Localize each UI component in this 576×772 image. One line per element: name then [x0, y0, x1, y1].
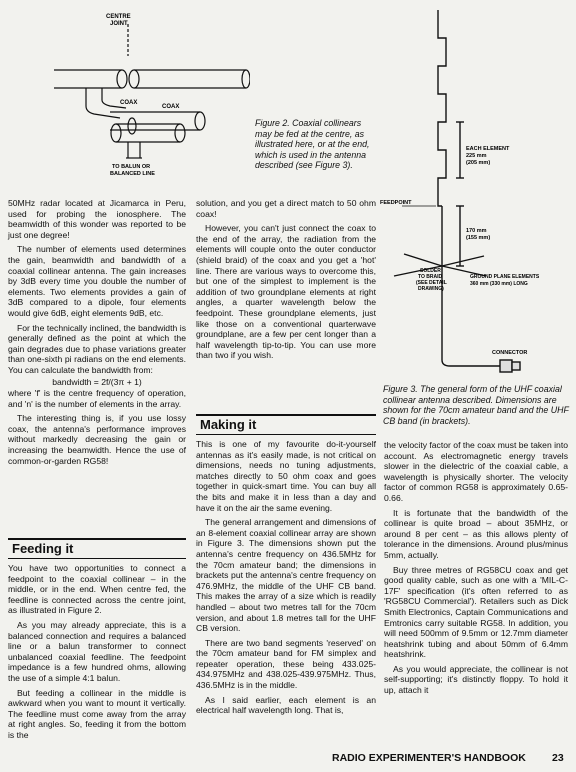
- making-para-1: This is one of my favourite do-it-yourself antennas as it's easily made, is not critical on dimensions, needs no tuning adjustments, matches directly to 50 ohm coax and goes together in quick-smart time. You can buy all the bits and make it in less than a day and have it on the air the same evening.: [196, 439, 376, 513]
- figure3-diagram: [380, 4, 574, 380]
- footer-title: RADIO EXPERIMENTER'S HANDBOOK: [332, 752, 526, 764]
- column-3: [384, 440, 568, 700]
- col3-para-2: It is fortunate that the bandwidth of the collinear is quite broad – about 35MHz, or around 8 per cent – as this allows plenty of tolerance in the dimensions. Around plus/minus 5mm, actually.: [384, 507, 568, 560]
- col1-para-4: The interesting thing is, if you use lossy coax, the antenna's performance improves without markedly decreasing the gain or increasing the beamwidth. Hence the use of common-or-garden RG58!: [8, 413, 186, 466]
- fig2-label-coax-left: COAX: [120, 100, 138, 106]
- fig2-label-balun: TO BALUN OR: [112, 164, 151, 170]
- fig3-label-360: 360 mm (330 mm) LONG: [470, 281, 528, 287]
- col1-para-1: 50MHz radar located at Jicamarca in Peru, used for probing the ionosphere. The beamwidth of this wonder was reported to be just one degree!: [8, 198, 186, 240]
- fig3-label-feedpoint: FEEDPOINT: [380, 200, 412, 206]
- heading-feeding-it: Feeding it: [8, 538, 186, 559]
- col1-formula-explanation: where 'f' is the centre frequency of operation, and 'n' is the number of elements in the array.: [8, 388, 186, 409]
- feeding-para-1: You have two opportunities to connect a feedpoint to the coaxial collinear – in the middle, or in the end. When centre fed, the feedline is connected across the centre joint, as illustrated in Figure 2.: [8, 563, 186, 616]
- col2-para-1: solution, and you get a direct match to 50 ohm coax!: [196, 198, 376, 219]
- making-para-2: The general arrangement and dimensions of an 8-element coaxial collinear array are shown in Figure 3. The dimensions shown put the antenna's centre frequency on 436.5MHz for the 70cm amateur band; the dimensions in brackets put the antenna's centre frequency on 476.9MHz, the middle of the UHF CB band. This makes the array of a size which is readily handled – about two metres tall for the 70cm version, and about 1.8 metres tall for the UHF CB version.: [196, 517, 376, 634]
- fig3-label-connector: CONNECTOR: [492, 350, 528, 356]
- fig3-label-205: (205 mm): [466, 160, 491, 166]
- fig3-label-155: (155 mm): [466, 235, 491, 241]
- fig3-label-170: 170 mm: [466, 228, 487, 234]
- making-para-3: There are two band segments 'reserved' on the 70cm amateur band for FM simplex and repeater operation, these being 433.025-434.975MHz and 438.025-439.975MHz. Thus, 436.5MHz is in the middle.: [196, 637, 376, 691]
- col3-para-4: As you would appreciate, the collinear is not self-supporting; it's distinctly floppy. To hold it up, attach it: [384, 663, 568, 696]
- fig3-label-225: 225 mm: [466, 153, 487, 159]
- col1-para-2: The number of elements used determines the gain, beamwidth and bandwidth of a coaxial collinear antenna. The gain increases by 3dB every time you double the number of elements. Two elements provides a gain of 3dB compared to a dipole, four elements would give 6dB, eight elements 9dB, etc.: [8, 244, 186, 318]
- fig2-label-balanced: BALANCED LINE: [110, 171, 155, 177]
- fig2-label-coax-right: COAX: [162, 104, 180, 110]
- column-1-top: [8, 198, 186, 470]
- fig3-label-drawing: DRAWING): [418, 286, 444, 292]
- col1-para-3: For the technically inclined, the bandwidth is generally defined as the point at which the gain degrades due to phase variations greater than one-sixth pi radians on the end elements. You can calculate the bandwidth from:: [8, 322, 186, 375]
- figure2-caption: Figure 2. Coaxial collinears may be fed at the centre, as illustrated here, or at the end, which is used in the antenna described (see Figure 3).: [255, 118, 370, 171]
- fig3-label-solder: SOLDER: [420, 268, 441, 274]
- feeding-para-2: As you may already appreciate, this is a balanced connection and requires a balanced line or a balun transformer to connect unbalanced coaxial feedline. The feedpoint impedance is a few hundred ohms, allowing the use of a simple 4:1 balun.: [8, 619, 186, 683]
- feeding-para-3: But feeding a collinear in the middle is awkward when you want to mount it vertically. The feedline must come away from the array at right angles. So, feeding it from the bottom is the: [8, 687, 186, 740]
- fig2-label-joint: JOINT: [110, 21, 128, 27]
- fig2-label-centre: CENTRE: [106, 14, 131, 20]
- fig3-label-see-detail: (SEE DETAIL: [416, 280, 447, 286]
- column-1-feeding: [8, 563, 186, 745]
- bandwidth-formula: bandwidth = 2f/(3π + 1): [52, 376, 142, 387]
- col3-para-1: the velocity factor of the coax must be taken into account. As electromagnetic energy travels slower in the dielectric of the coaxial cable, a wavelength is physically shorter. The velocity factor of common RG58 is approximately 0.65-0.66.: [384, 440, 568, 503]
- column-2-top: [196, 198, 376, 365]
- page-number: 23: [552, 752, 564, 764]
- figure3-caption: Figure 3. The general form of the UHF coaxial collinear antenna described. Dimensions are shown for the 70cm amateur band and the UHF CB band (in brackets).: [383, 384, 569, 426]
- fig3-label-to-braid: TO BRAID: [418, 274, 443, 280]
- column-2-making: [196, 439, 376, 720]
- fig3-label-ground-plane: GROUND PLANE ELEMENTS: [470, 274, 540, 280]
- heading-making-it: Making it: [196, 414, 376, 435]
- col3-para-3: Buy three metres of RG58CU coax and get good quality cable, such as one with a 'MIL-C-17F' specification (it's often referred to as 'RG58CU Commercial'). Retailers such as Dick Smith Electronics, Captain Communications and Emtronics carry suitable RG58. In addition, you will need 500mm of 9.5mm or 12.7mm diameter heatshrink tubing and about 50mm of 6.4mm heatshrink.: [384, 564, 568, 660]
- fig3-label-each-element: EACH ELEMENT: [466, 146, 510, 152]
- figure2-diagram: [50, 8, 250, 184]
- col2-para-2: However, you can't just connect the coax to the end of the array, the radiation from the elements will couple onto the outer conductor (shield braid) of the coax and you get a 'hot' line. There are various ways to overcome this, but one of the simplest to implement is the addition of two groundplane elements at right angles, a quarter wavelength below the feedpoint. These groundplane elements, just like those on a conventional quarterwave groundplane, are a few per cent longer than a half wavelength tip-to-tip. You can use more than two if you wish.: [196, 223, 376, 361]
- making-para-4: As I said earlier, each element is an electrical half wavelength long. That is,: [196, 694, 376, 716]
